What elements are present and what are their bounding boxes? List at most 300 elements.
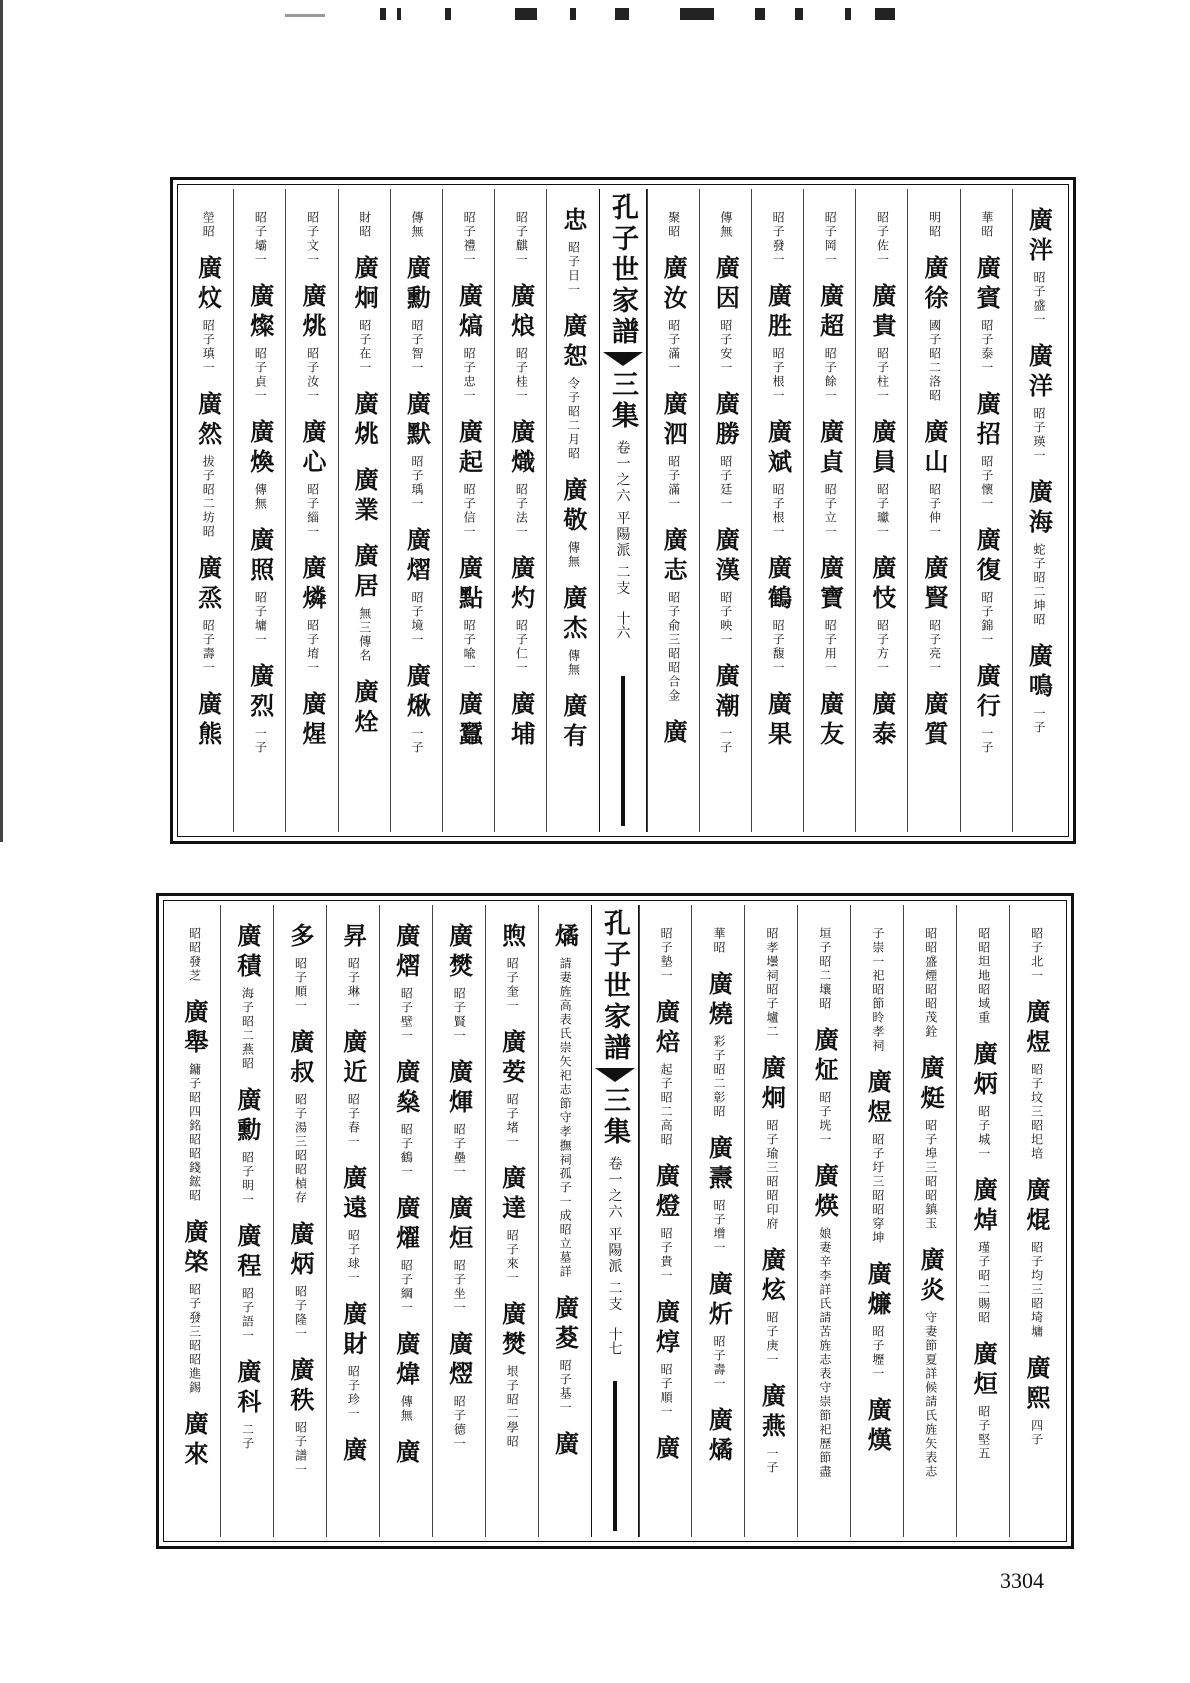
person-name: 廣烺 [506, 283, 536, 343]
genealogy-entry [232, 1359, 262, 1451]
person-name: 廣貴 [867, 283, 897, 343]
lineage-note: 昭子坐一 [452, 1259, 467, 1315]
person-name: 多 [285, 923, 315, 953]
person-name: 廣 [338, 1437, 368, 1467]
person-name: 廣心 [297, 419, 327, 479]
genealogy-entry [920, 255, 950, 403]
genealogy-entry [704, 1271, 734, 1391]
person-name: 廣燾 [704, 1135, 734, 1195]
lineage-note: 昭子綱一 [399, 1259, 414, 1315]
genealogy-entry [497, 1029, 527, 1149]
lineage-note: 昭子均三昭埼墉 [1029, 1241, 1044, 1339]
lineage-note: 昭昭坦地昭域重 [976, 927, 991, 1025]
genealogy-entry [402, 391, 432, 511]
genealogy-entry [497, 1165, 527, 1285]
lineage-note: 昭子汝一 [305, 347, 320, 403]
person-name: 廣蠶 [454, 691, 484, 751]
lineage-note: 昭子堉一 [305, 619, 320, 675]
person-name: 廣荌 [497, 1029, 527, 1089]
lineage-note: 昭子瑀一 [409, 455, 424, 511]
lineage-note: 拔子昭二坊昭 [201, 455, 216, 539]
genealogy-column [494, 189, 546, 832]
person-name: 廣熠 [391, 923, 421, 983]
genealogy-entry [338, 1437, 368, 1467]
person-name: 廣寶 [815, 555, 845, 615]
genealogy-entry [201, 207, 214, 239]
genealogy-entry [711, 663, 741, 755]
lineage-note: 明昭 [927, 211, 942, 239]
genealogy-entry [179, 1219, 209, 1395]
page-spine [591, 905, 639, 1537]
lineage-note: 昭子明一 [240, 1151, 255, 1207]
spine-collection: 三集 [599, 1086, 630, 1148]
person-name: 廣炡 [810, 1027, 840, 1087]
person-name: 廣焙 [651, 999, 681, 1059]
person-name: 廣 [651, 1435, 681, 1465]
lineage-note: 垠子昭二學昭 [505, 1365, 520, 1449]
lineage-note: 昭子珍一 [346, 1365, 361, 1421]
person-name: 廣勝 [711, 391, 741, 451]
genealogy-entry [815, 419, 845, 539]
person-name: 廣漢 [711, 527, 741, 587]
lineage-note: 昭子壁一 [399, 987, 414, 1043]
genealogy-entry [350, 679, 380, 739]
genealogy-entry [924, 923, 937, 1039]
genealogy-entry [497, 923, 527, 1013]
genealogy-entry [972, 255, 1002, 375]
genealogy-entry [179, 1411, 209, 1471]
page-columns [168, 905, 1062, 1537]
lineage-note: 四子 [1029, 1419, 1044, 1447]
person-name: 廣烈 [245, 663, 275, 723]
genealogy-entry [711, 527, 741, 647]
genealogy-entry [757, 1383, 787, 1475]
genealogy-entry [916, 1247, 946, 1479]
spine-rule [613, 1381, 617, 1531]
person-name: 廣烜 [969, 1341, 999, 1401]
lineage-note: 令子昭二月昭 [566, 377, 581, 461]
genealogy-column [273, 905, 326, 1537]
person-name: 廣燿 [391, 1195, 421, 1255]
genealogy-entry [763, 283, 793, 403]
genealogy-entry [350, 255, 380, 375]
genealogy-entry [454, 419, 484, 539]
person-name: 廣熊 [193, 691, 223, 751]
person-name: 廣熤 [444, 1331, 474, 1391]
lineage-note: 娘妻辛李詳氏請苦旌志表守崇節祀歷節盡 [817, 1227, 832, 1479]
person-name: 廣煒 [391, 1331, 421, 1391]
lineage-note: 昭子餘一 [823, 347, 838, 403]
genealogy-column [744, 905, 797, 1537]
lineage-note: 昭子鶴一 [399, 1123, 414, 1179]
lineage-note: 昭子映一 [718, 591, 733, 647]
genealogy-entry [253, 207, 266, 267]
genealogy-entry [867, 419, 897, 539]
person-name: 廣炆 [193, 255, 223, 315]
genealogy-entry [391, 923, 421, 1043]
genealogy-entry [550, 1295, 580, 1415]
spine-title: 孔子世家譜 [607, 193, 638, 348]
genealogy-entry [391, 1195, 421, 1315]
person-name: 廣果 [763, 691, 793, 751]
genealogy-entry [920, 555, 950, 675]
person-name: 廣遠 [338, 1165, 368, 1225]
person-name: 廣烇 [350, 679, 380, 739]
person-name: 忠 [558, 207, 588, 237]
genealogy-entry [810, 1027, 840, 1147]
genealogy-entry [920, 691, 950, 751]
person-name: 廣燓 [497, 1301, 527, 1361]
lineage-note: 昭子墊一 [659, 927, 674, 983]
person-name: 廣泗 [659, 391, 689, 451]
genealogy-entry [969, 1341, 999, 1461]
genealogy-entry [454, 283, 484, 403]
genealogy-column [960, 189, 1012, 832]
person-name: 廣舉 [179, 999, 209, 1059]
genealogy-entry [704, 1135, 734, 1255]
person-name: 廣焜 [1022, 1177, 1052, 1237]
person-name: 廣超 [815, 283, 845, 343]
person-name: 廣埔 [506, 691, 536, 751]
genealogy-entry [823, 207, 836, 267]
person-name: 廣燓 [444, 923, 474, 983]
genealogy-entry [391, 1331, 421, 1423]
lineage-note: 昭子錦一 [979, 591, 994, 647]
genealogy-column [850, 905, 903, 1537]
person-name: 燏 [550, 923, 580, 953]
lineage-note: 昭昭發芝 [187, 927, 202, 983]
genealogy-entry [514, 207, 527, 267]
person-name: 廣賓 [972, 255, 1002, 315]
genealogy-page-16 [170, 177, 1076, 844]
genealogy-entry [977, 923, 990, 1025]
lineage-note: 昭子城一 [976, 1105, 991, 1161]
person-name: 廣燦 [245, 283, 275, 343]
person-name: 廣灼 [506, 555, 536, 615]
genealogy-entry [402, 663, 432, 755]
person-name: 廣烑 [297, 283, 327, 343]
lineage-note: 昭子泰一 [979, 319, 994, 375]
person-name: 廣海 [1024, 479, 1054, 539]
lineage-note: 請妻旌高表氏崇矢祀志節守孝撫祠孤子一成昭立墓詳 [558, 957, 573, 1279]
person-name: 廣 [391, 1439, 421, 1469]
genealogy-entry [920, 419, 950, 539]
genealogy-entry [285, 1357, 315, 1477]
person-name: 廣煇 [444, 1059, 474, 1119]
genealogy-entry [391, 1439, 421, 1469]
lineage-note: 子崇一祀昭節昤孝祠 [870, 927, 885, 1053]
genealogy-column [338, 189, 390, 832]
lineage-note: 昭子仁一 [514, 619, 529, 675]
genealogy-entry [1024, 643, 1054, 735]
genealogy-entry [245, 663, 275, 755]
genealogy-column [956, 905, 1009, 1537]
lineage-note: 昭子緇一 [305, 483, 320, 539]
genealogy-entry [297, 691, 327, 751]
genealogy-entry [506, 419, 536, 539]
person-name: 廣煐 [810, 1163, 840, 1223]
genealogy-entry [338, 1165, 368, 1285]
lineage-note: 昭子埠三昭昭鎮玉 [923, 1119, 938, 1231]
genealogy-column [647, 189, 699, 832]
lineage-note: 昭子柱一 [875, 347, 890, 403]
lineage-note: 傳無 [566, 541, 581, 569]
person-name: 廣居 [350, 543, 380, 603]
genealogy-entry [444, 1059, 474, 1179]
person-name: 廣默 [402, 391, 432, 451]
person-name: 廣燒 [704, 971, 734, 1031]
person-name: 廣煍 [402, 663, 432, 723]
person-name: 廣洋 [1024, 343, 1054, 403]
genealogy-column [546, 189, 598, 832]
genealogy-entry [1029, 923, 1042, 983]
genealogy-entry [1024, 479, 1054, 627]
genealogy-entry [285, 1221, 315, 1341]
lineage-note: 鏞子昭四銘昭昭錢鋐昭 [187, 1063, 202, 1203]
person-name: 廣恕 [558, 313, 588, 373]
person-name: 廣秩 [285, 1357, 315, 1417]
lineage-note: 財昭 [357, 211, 372, 239]
person-name: 廣煋 [297, 691, 327, 751]
genealogy-entry [193, 391, 223, 539]
lineage-note: 昭子北一 [1029, 927, 1044, 983]
genealogy-entry [297, 419, 327, 539]
lineage-note: 昭子境一 [409, 591, 424, 647]
genealogy-entry [245, 419, 275, 511]
lineage-note: 昭子桂一 [514, 347, 529, 403]
person-name: 廣來 [179, 1411, 209, 1471]
genealogy-entry [1022, 999, 1052, 1161]
genealogy-entry [193, 555, 223, 675]
genealogy-column [903, 905, 956, 1537]
lineage-note: 一子 [718, 727, 733, 755]
spine-rule [621, 676, 625, 826]
lineage-note: 昭子伸一 [927, 483, 942, 539]
lineage-note: 昭子禮一 [462, 211, 477, 267]
person-name: 廣起 [454, 419, 484, 479]
person-name: 廣胜 [763, 283, 793, 343]
lineage-note: 傳無 [718, 211, 733, 239]
lineage-note: 昭子馥一 [771, 619, 786, 675]
genealogy-entry [818, 923, 831, 1011]
genealogy-column [699, 189, 751, 832]
person-name: 廣忮 [867, 555, 897, 615]
person-name: 廣鳴 [1024, 643, 1054, 703]
genealogy-column [220, 905, 273, 1537]
genealogy-entry [558, 207, 588, 297]
person-name: 廣 [550, 1431, 580, 1461]
genealogy-entry [558, 693, 588, 753]
genealogy-entry [550, 923, 580, 1279]
genealogy-entry [410, 207, 423, 239]
genealogy-column [285, 189, 337, 832]
lineage-note: 昭子智一 [409, 319, 424, 375]
person-name: 廣賢 [920, 555, 950, 615]
lineage-note: 昭子安一 [718, 319, 733, 375]
genealogy-entry [763, 555, 793, 675]
lineage-note: 昭子麒一 [514, 211, 529, 267]
person-name: 廣徐 [920, 255, 950, 315]
lineage-note: 昭子喩一 [462, 619, 477, 675]
genealogy-entry [1024, 207, 1054, 327]
person-name: 廣煜 [863, 1069, 893, 1129]
lineage-note: 昭子坟三昭圯培 [1029, 1063, 1044, 1161]
genealogy-entry [810, 1163, 840, 1479]
person-name: 廣汝 [659, 255, 689, 315]
person-name: 廣炳 [969, 1041, 999, 1101]
person-name: 廣燫 [863, 1261, 893, 1321]
person-name: 廣財 [338, 1301, 368, 1361]
person-name: 廣烜 [444, 1195, 474, 1255]
person-name: 廣程 [232, 1223, 262, 1283]
genealogy-entry [704, 1407, 734, 1467]
genealogy-entry [863, 1261, 893, 1381]
person-name: 廣質 [920, 691, 950, 751]
lineage-note: 昭子用一 [823, 619, 838, 675]
person-name: 廣烑 [350, 391, 380, 451]
spine-title: 孔子世家譜 [599, 909, 630, 1064]
lineage-note: 國子昭二洛昭 [927, 319, 942, 403]
person-name: 廣業 [350, 467, 380, 527]
genealogy-column [751, 189, 803, 832]
lineage-note: 昭子壩一 [253, 211, 268, 267]
person-name: 廣熇 [454, 283, 484, 343]
lineage-note: 昭子岡一 [823, 211, 838, 267]
person-name: 廣燈 [651, 1163, 681, 1223]
genealogy-column [855, 189, 907, 832]
genealogy-column [233, 189, 285, 832]
genealogy-entry [558, 585, 588, 677]
genealogy-entry [444, 923, 474, 1043]
genealogy-entry [815, 691, 845, 751]
genealogy-entry [765, 923, 778, 1039]
lineage-note: 昭子根一 [771, 483, 786, 539]
genealogy-entry [757, 1055, 787, 1231]
genealogy-entry [245, 527, 275, 647]
lineage-note: 昭子基一 [558, 1359, 573, 1415]
lineage-note: 蛇子昭二坤昭 [1032, 543, 1046, 627]
lineage-note: 昭子德一 [452, 1395, 467, 1451]
genealogy-entry [454, 555, 484, 675]
person-name: 廣照 [245, 527, 275, 587]
genealogy-entry [651, 1435, 681, 1465]
person-name: 廣炯 [350, 255, 380, 315]
genealogy-column [182, 189, 233, 832]
page-spine [599, 189, 647, 832]
lineage-note: 昭子湯三昭昭楨存 [293, 1093, 308, 1205]
lineage-note: 昭子琳一 [346, 957, 361, 1013]
spine-page-number: 十六 [614, 610, 631, 639]
person-name: 廣勳 [402, 255, 432, 315]
lineage-note: 傳無 [399, 1395, 414, 1423]
lineage-note: 昭子貴一 [659, 1227, 674, 1283]
person-name: 廣烝 [193, 555, 223, 615]
lineage-note: 昭子壽一 [201, 619, 216, 675]
lineage-note: 昭子貞一 [253, 347, 268, 403]
genealogy-entry [350, 467, 380, 527]
genealogy-entry [350, 543, 380, 663]
page-columns [182, 189, 1064, 832]
person-name: 廣鶴 [763, 555, 793, 615]
person-name: 廣煜 [1022, 999, 1052, 1059]
lineage-note: 昭子在一 [357, 319, 372, 375]
genealogy-entry [863, 1397, 893, 1457]
genealogy-column [442, 189, 494, 832]
lineage-note: 昭子法一 [514, 483, 529, 539]
genealogy-entry [297, 283, 327, 403]
person-name: 廣然 [193, 391, 223, 451]
genealogy-column [1012, 189, 1064, 832]
lineage-note: 昭子信一 [462, 483, 477, 539]
genealogy-entry [497, 1301, 527, 1449]
genealogy-entry [815, 283, 845, 403]
genealogy-entry [651, 1299, 681, 1419]
genealogy-entry [1022, 1355, 1052, 1447]
genealogy-entry [338, 1301, 368, 1421]
lineage-note: 昭子盛一 [1032, 271, 1046, 327]
genealogy-entry [297, 555, 327, 675]
genealogy-entry [916, 1055, 946, 1231]
person-name: 廣泮 [1024, 207, 1054, 267]
genealogy-entry [285, 923, 315, 1013]
genealogy-entry [506, 691, 536, 751]
person-name: 廣熯 [863, 1397, 893, 1457]
person-name: 廣勳 [232, 1087, 262, 1147]
lineage-note: 昭子墉一 [253, 591, 268, 647]
spine-volume: 卷一之六 平陽派 二支 [614, 440, 631, 597]
genealogy-column [168, 905, 220, 1537]
genealogy-entry [1022, 1177, 1052, 1339]
person-name: 廣熙 [1022, 1355, 1052, 1415]
person-name: 廣煥 [245, 419, 275, 479]
lineage-note: 塋昭 [201, 211, 216, 239]
genealogy-entry [659, 923, 672, 983]
lineage-note: 昭子文一 [305, 211, 320, 267]
genealogy-entry [875, 207, 888, 267]
genealogy-entry [402, 527, 432, 647]
person-name: 廣燏 [704, 1407, 734, 1467]
person-name: 廣友 [815, 691, 845, 751]
genealogy-entry [711, 391, 741, 511]
person-name: 廣泰 [867, 691, 897, 751]
lineage-note: 昭子賢一 [452, 987, 467, 1043]
person-name: 昇 [338, 923, 368, 953]
lineage-note: 昭子佐一 [875, 211, 890, 267]
genealogy-entry [454, 691, 484, 751]
genealogy-entry [815, 555, 845, 675]
genealogy-entry [550, 1431, 580, 1461]
lineage-note: 昭子堵一 [505, 1093, 520, 1149]
genealogy-entry [659, 719, 689, 749]
genealogy-entry [771, 207, 784, 267]
genealogy-entry [187, 923, 200, 983]
genealogy-entry [506, 555, 536, 675]
person-name: 廣燐 [297, 555, 327, 615]
lineage-note: 昭子奎一 [505, 957, 520, 1013]
person-name: 廣行 [972, 663, 1002, 723]
genealogy-entry [659, 255, 689, 375]
genealogy-entry [757, 1247, 787, 1367]
genealogy-entry [659, 527, 689, 703]
person-name: 廣點 [454, 555, 484, 615]
lineage-note: 聚昭 [666, 211, 681, 239]
person-name: 廣復 [972, 527, 1002, 587]
spine-volume: 卷一之六 平陽派 二支 [606, 1156, 623, 1313]
genealogy-entry [980, 207, 993, 239]
lineage-note: 二子 [240, 1423, 255, 1451]
person-name: 廣炯 [757, 1055, 787, 1115]
lineage-note: 昭子球一 [346, 1229, 361, 1285]
